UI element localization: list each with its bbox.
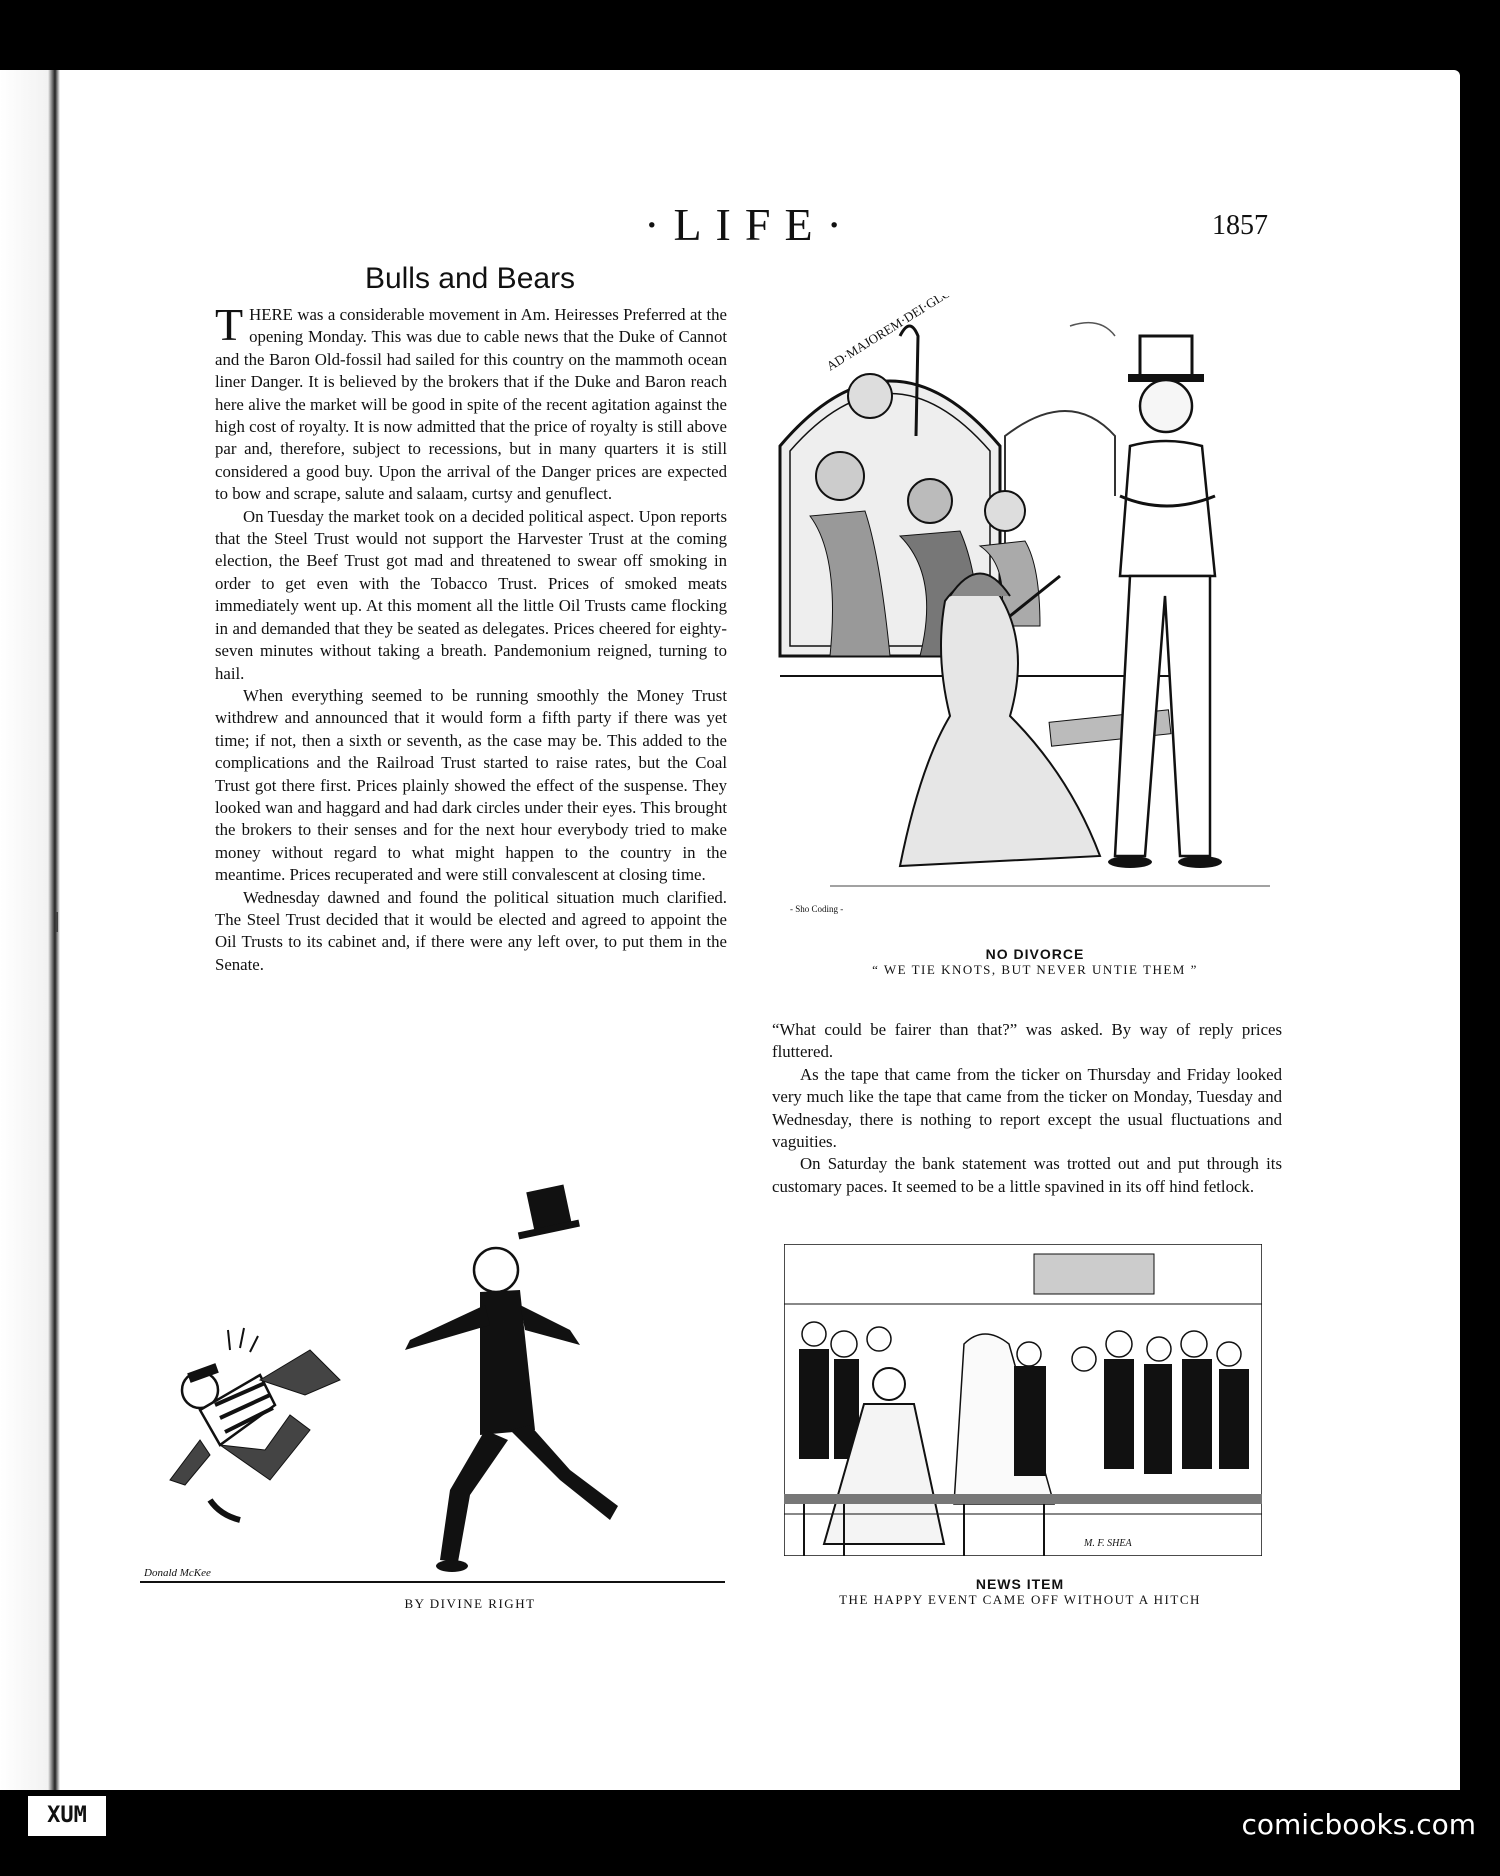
- news-item-illustration: [784, 1244, 1262, 1556]
- paragraph: On Tuesday the market took on a decided political aspect. Upon reports that the Steel Trust would not support the Harvester Trust at the coming election, the Beef Trust got mad and threatened to swear off smoking in order to get even with the Tobacco Trust. Prices of smoked meats immediately went up. At this moment all the little Oil Trusts came flocking in and demanded that they be seated as delegates. Prices cheered for eighty-seven minutes without taking a breath. Pandemonium reigned, turning to hail.: [215, 506, 727, 683]
- paragraph: On Saturday the bank statement was trotted out and put through its customary paces. It seemed to be a little spavined in its off hind fetlock.: [772, 1154, 1282, 1196]
- divine-right-caption: BY DIVINE RIGHT: [404, 1596, 536, 1611]
- illustration-title: NEWS ITEM: [975, 1576, 1065, 1592]
- artist-signature: Donald McKee: [144, 1567, 211, 1579]
- paragraph: When everything seemed to be running smoothly the Money Trust withdrew and announced that it would form a fifth party if there was yet time; if not, then a sixth or seventh, as the case may be. This added to the complications and the Railroad Trust started to raise rates, but the Coal Trust got there first. Prices plainly showed the effect of the suspense. They looked wan and haggard and had dark circles under their eyes. This brought the brokers to their senses and for the next hour everybody tried to make money without regard to what might happen to the country in the meantime. Prices recuperated and were still convalescent at closing time.: [215, 685, 727, 885]
- watermark-site: comicbooks.com: [1241, 1808, 1476, 1841]
- article-title: Bulls and Bears: [364, 262, 576, 295]
- illustration-caption: “ WE TIE KNOTS, BUT NEVER UNTIE THEM ”: [872, 962, 1198, 977]
- paragraph: “What could be fairer than that?” was asked. By way of reply prices fluttered.: [772, 1020, 1282, 1062]
- divine-right-illustration: [140, 1180, 730, 1600]
- illustration-caption: THE HAPPY EVENT CAME OFF WITHOUT A HITCH: [839, 1592, 1201, 1607]
- masthead: ·LIFE·: [644, 199, 856, 250]
- paragraph: Wednesday dawned and found the political situation much clarified. The Steel Trust decided that it would be elected and agreed to appoint the Oil Trusts to its cabinet and, if there were any left over, to put them in the Senate.: [215, 887, 727, 974]
- no-divorce-illustration: [770, 296, 1300, 936]
- paragraph: THERE was a considerable movement in Am. Heiresses Preferred at the opening Monday. This was due to cable news that the Duke of Cannot and the Baron Old-fossil had sailed for this country on the mammoth ocean liner Danger. It is believed by the brokers that if the Duke and Baron reach here alive the market will be good in spite of the recent agitation against the high cost of royalty. It is now admitted that the price of royalty is still above par and, therefore, subject to recessions, but in many quarters it is still considered a good buy. Upon the arrival of the Danger prices are expected to bow and scrape, salute and salaam, curtsy and genuflect.: [215, 299, 727, 504]
- article-column-left: [215, 299, 727, 976]
- drop-cap: T: [215, 299, 244, 350]
- artist-signature: - Sho Coding -: [790, 904, 844, 914]
- no-divorce-caption: [770, 946, 1300, 978]
- artist-signature: M. F. SHEA: [1084, 1538, 1132, 1549]
- margin-mark: [56, 912, 64, 932]
- illustration-title: NO DIVORCE: [985, 946, 1085, 962]
- news-item-caption: [770, 1576, 1270, 1608]
- page-gutter: [0, 70, 62, 1790]
- article-column-right: [772, 1019, 1282, 1198]
- scan-badge: XUM: [28, 1796, 106, 1836]
- page-number: 1857: [1212, 210, 1268, 241]
- paragraph: As the tape that came from the ticker on Thursday and Friday looked very much like the tape that came from the ticker on Monday, Tuesday and Wednesday, there is nothing to report except the usual fluctuations and vaguities.: [772, 1064, 1282, 1152]
